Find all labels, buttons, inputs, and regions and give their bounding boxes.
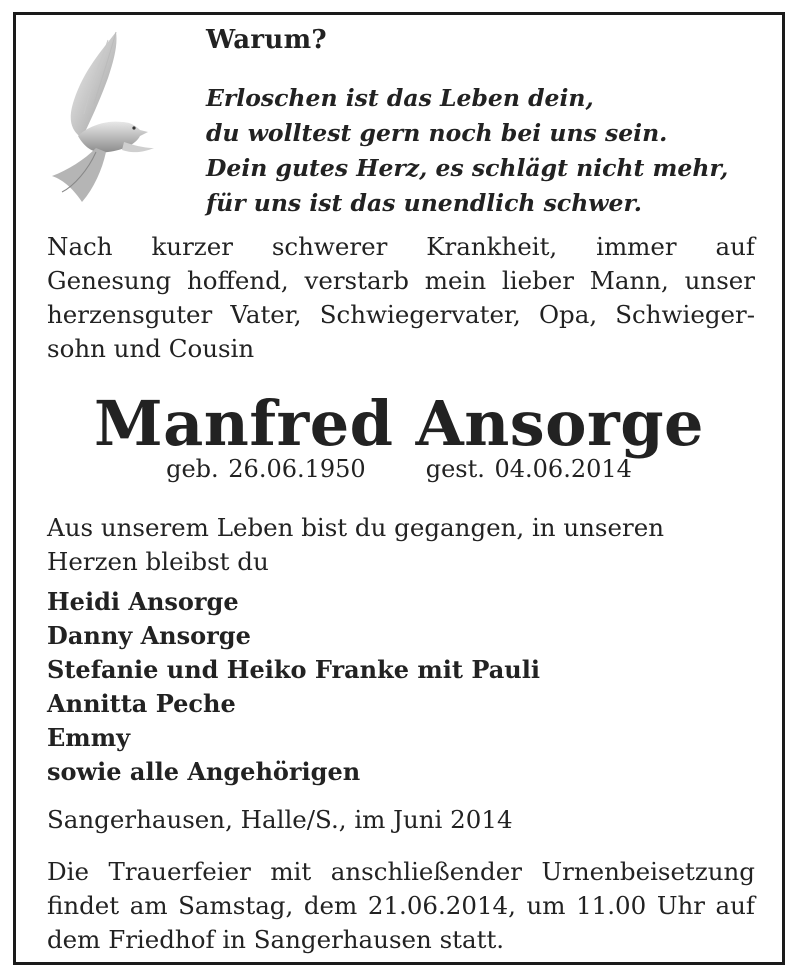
intro-line: herzensguter Vater, Schwiegervater, Opa, Schwieger-	[47, 300, 755, 329]
service-line: findet am Samstag, dem 21.06.2014, um 11.00 Uhr auf	[47, 891, 755, 920]
death-date: gest. 04.06.2014	[425, 455, 632, 483]
intro-text	[47, 230, 755, 366]
mourner: Danny Ansorge	[47, 621, 251, 650]
farewell-line: Herzen bleibst du	[47, 547, 269, 576]
poem-line: Erloschen ist das Leben dein,	[206, 84, 594, 112]
place-date: Sangerhausen, Halle/S., im Juni 2014	[47, 805, 513, 834]
poem-line: Dein gutes Herz, es schlägt nicht mehr,	[206, 154, 729, 182]
poem	[206, 81, 728, 221]
mourner: Annitta Peche	[47, 689, 236, 718]
intro-line: Nach kurzer schwerer Krankheit, immer auf	[47, 232, 755, 261]
service-info	[47, 855, 755, 957]
obituary-notice	[13, 12, 785, 965]
birth-date: geb. 26.06.1950	[166, 455, 366, 483]
farewell-text	[47, 511, 664, 579]
dove-icon	[44, 30, 156, 205]
heading: Warum?	[206, 25, 327, 55]
mourner: Emmy	[47, 723, 131, 752]
mourner: Heidi Ansorge	[47, 587, 239, 616]
life-dates	[16, 455, 782, 483]
mourner: sowie alle Angehörigen	[47, 757, 361, 786]
mourners-list	[47, 585, 540, 789]
intro-line: sohn und Cousin	[47, 334, 255, 363]
deceased-name: Manfred Ansorge	[93, 387, 704, 460]
service-line: Die Trauerfeier mit anschließender Urnenbeisetzung	[47, 857, 755, 886]
service-line: dem Friedhof in Sangerhausen statt.	[47, 925, 505, 954]
mourner: Stefanie und Heiko Franke mit Pauli	[47, 655, 540, 684]
intro-line: Genesung hoffend, verstarb mein lieber Mann, unser	[47, 266, 755, 295]
poem-line: für uns ist das unendlich schwer.	[206, 189, 642, 217]
farewell-line: Aus unserem Leben bist du gegangen, in unseren	[47, 513, 664, 542]
poem-line: du wolltest gern noch bei uns sein.	[206, 119, 668, 147]
